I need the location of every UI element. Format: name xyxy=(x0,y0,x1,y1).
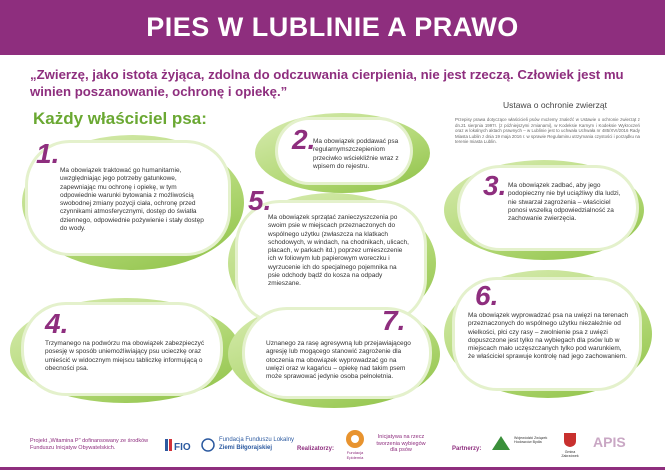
funding-note: Projekt „Witamina P" dofinansowany ze środków Funduszu Inicjatyw Obywatelskich. xyxy=(30,438,149,451)
realizatorzy-label: Realizatorzy: xyxy=(297,446,335,452)
fio-logo xyxy=(165,436,195,454)
duty-text-5: Ma obowiązek sprzątać zanieczyszczenia po swoim psie w miejscach przeznaczonych do wspólnego użytku (zwłaszcza na klatkach schodowych, w windach, na chodnikach, ulicach, placach, w parkach itd.) poprzez umieszczenie ich w foliowym lub papierowym woreczku i wyrzucenie ich do specjalnego pojemnika na psie odchody bądź do kosza na odpady zmieszane. xyxy=(268,214,409,288)
footer xyxy=(0,418,665,470)
partnerzy-label: Partnerzy: xyxy=(452,446,482,452)
header-banner xyxy=(0,0,665,55)
partner-logo-1: Wojewódzki Związek Hodowców Bydła xyxy=(490,432,550,456)
duty-text-1: Ma obowiązek traktować go humanitarnie, uwzględniając jego potrzeby gatunkowe, zapewniając mu ochronę i opiekę, w tym odpowiednie warunki bytowania z możliwością swobodnej zmiany pozycji ciała, ochronę przed czynnikami atmosferycznymi, dostęp do światła dziennego, odpowiednie pożywienie i stały dostęp do wody. xyxy=(60,167,204,233)
fundacja-logo: Fundacja Funduszu Lokalny Ziemi Biłgorajskiej xyxy=(200,434,290,456)
duty-number-6: 6. xyxy=(475,280,499,311)
apis-logo: APIS xyxy=(593,434,626,450)
duty-number-3: 3. xyxy=(483,170,507,201)
quote-text: „Zwierzę, jako istota żyjąca, zdolna do odczuwania cierpienia, nie jest rzeczą. Człowiek jest mu winien poszanowanie, ochronę i opiekę.” xyxy=(30,67,624,99)
duty-text-6: Ma obowiązek wyprowadzać psa na uwięzi na terenach przeznaczonych do wspólnego użytku niezależnie od wielkości, płci czy rasy – zwolnienie psa z uwięzi dopuszczone jest tylko na wybiegach dla psów lub w miejscach mało uczęszczanych tylko pod warunkiem, że właściciel sprawuje kontrolę nad jego zachowaniem. xyxy=(468,312,629,361)
partner-logo-2: Gmina Zakrzówek xyxy=(556,432,584,458)
law-text: Przepisy prawa dotyczące właścicieli psów możemy znaleźć w Ustawie o ochronie zwierząt z dn.21 sierpnia 1997r. (z późniejszymi zmianami), w Kodeksie Karnym i Kodeksie Wykroczeń oraz w lokalnych aktach prawnych – w Lublinie jest to uchwała Uchwała nr 485/XVI/2016 Rady Miasta Lublin z dnia 19 maja 2016 r. w sprawie Regulaminu utrzymania czystości i porządku na terenie miasta Lublin. xyxy=(455,117,640,145)
duty-text-2: Ma obowiązek poddawać psa regularnymszczepieniom przeciwko wściekliźnie wraz z wpisem do rejestru. xyxy=(313,138,399,170)
duty-number-4: 4. xyxy=(45,308,69,339)
duty-number-5: 5. xyxy=(248,185,272,216)
law-title: Ustawa o ochronie zwierząt xyxy=(503,100,607,110)
duty-text-3: Ma obowiązek zadbać, aby jego podopieczny nie był uciążliwy dla ludzi, nie stwarzał zagrożenia – właściciel ponosi wszelką odpowiedzialność za zachowanie zwierzęcia. xyxy=(508,182,621,223)
page-title: PIES W LUBLINIE A PRAWO xyxy=(146,12,519,42)
duty-text-7: Uznanego za rasę agresywną lub przejawiającego agresję lub mogącego stanowić zagrożenie dla otoczenia ma obowiązek wyprowadzać go na uwięzi oraz w kagańcu – opiekę nad takim psem może sprawować jedynie osoba pełnoletnia. xyxy=(266,340,411,381)
duty-number-2: 2. xyxy=(292,124,316,155)
subheading: Każdy właściciel psa: xyxy=(33,109,207,128)
inicjatywa-text: Inicjatywa na rzecz tworzenia wybiegów dla psów xyxy=(376,434,426,453)
duty-number-7: 7. xyxy=(382,305,406,336)
duty-text-4: Trzymanego na podwórzu ma obowiązek zabezpieczyć posesję w sposób uniemożliwiający psu ucieczkę oraz umieścić w widocznym miejscu tabliczkę informującą o obecności psa. xyxy=(45,340,205,372)
duty-number-1: 1. xyxy=(36,138,60,169)
svg-text:FIO: FIO xyxy=(174,442,191,453)
epidemia-logo: Fundacja Epidemia xyxy=(340,428,370,460)
